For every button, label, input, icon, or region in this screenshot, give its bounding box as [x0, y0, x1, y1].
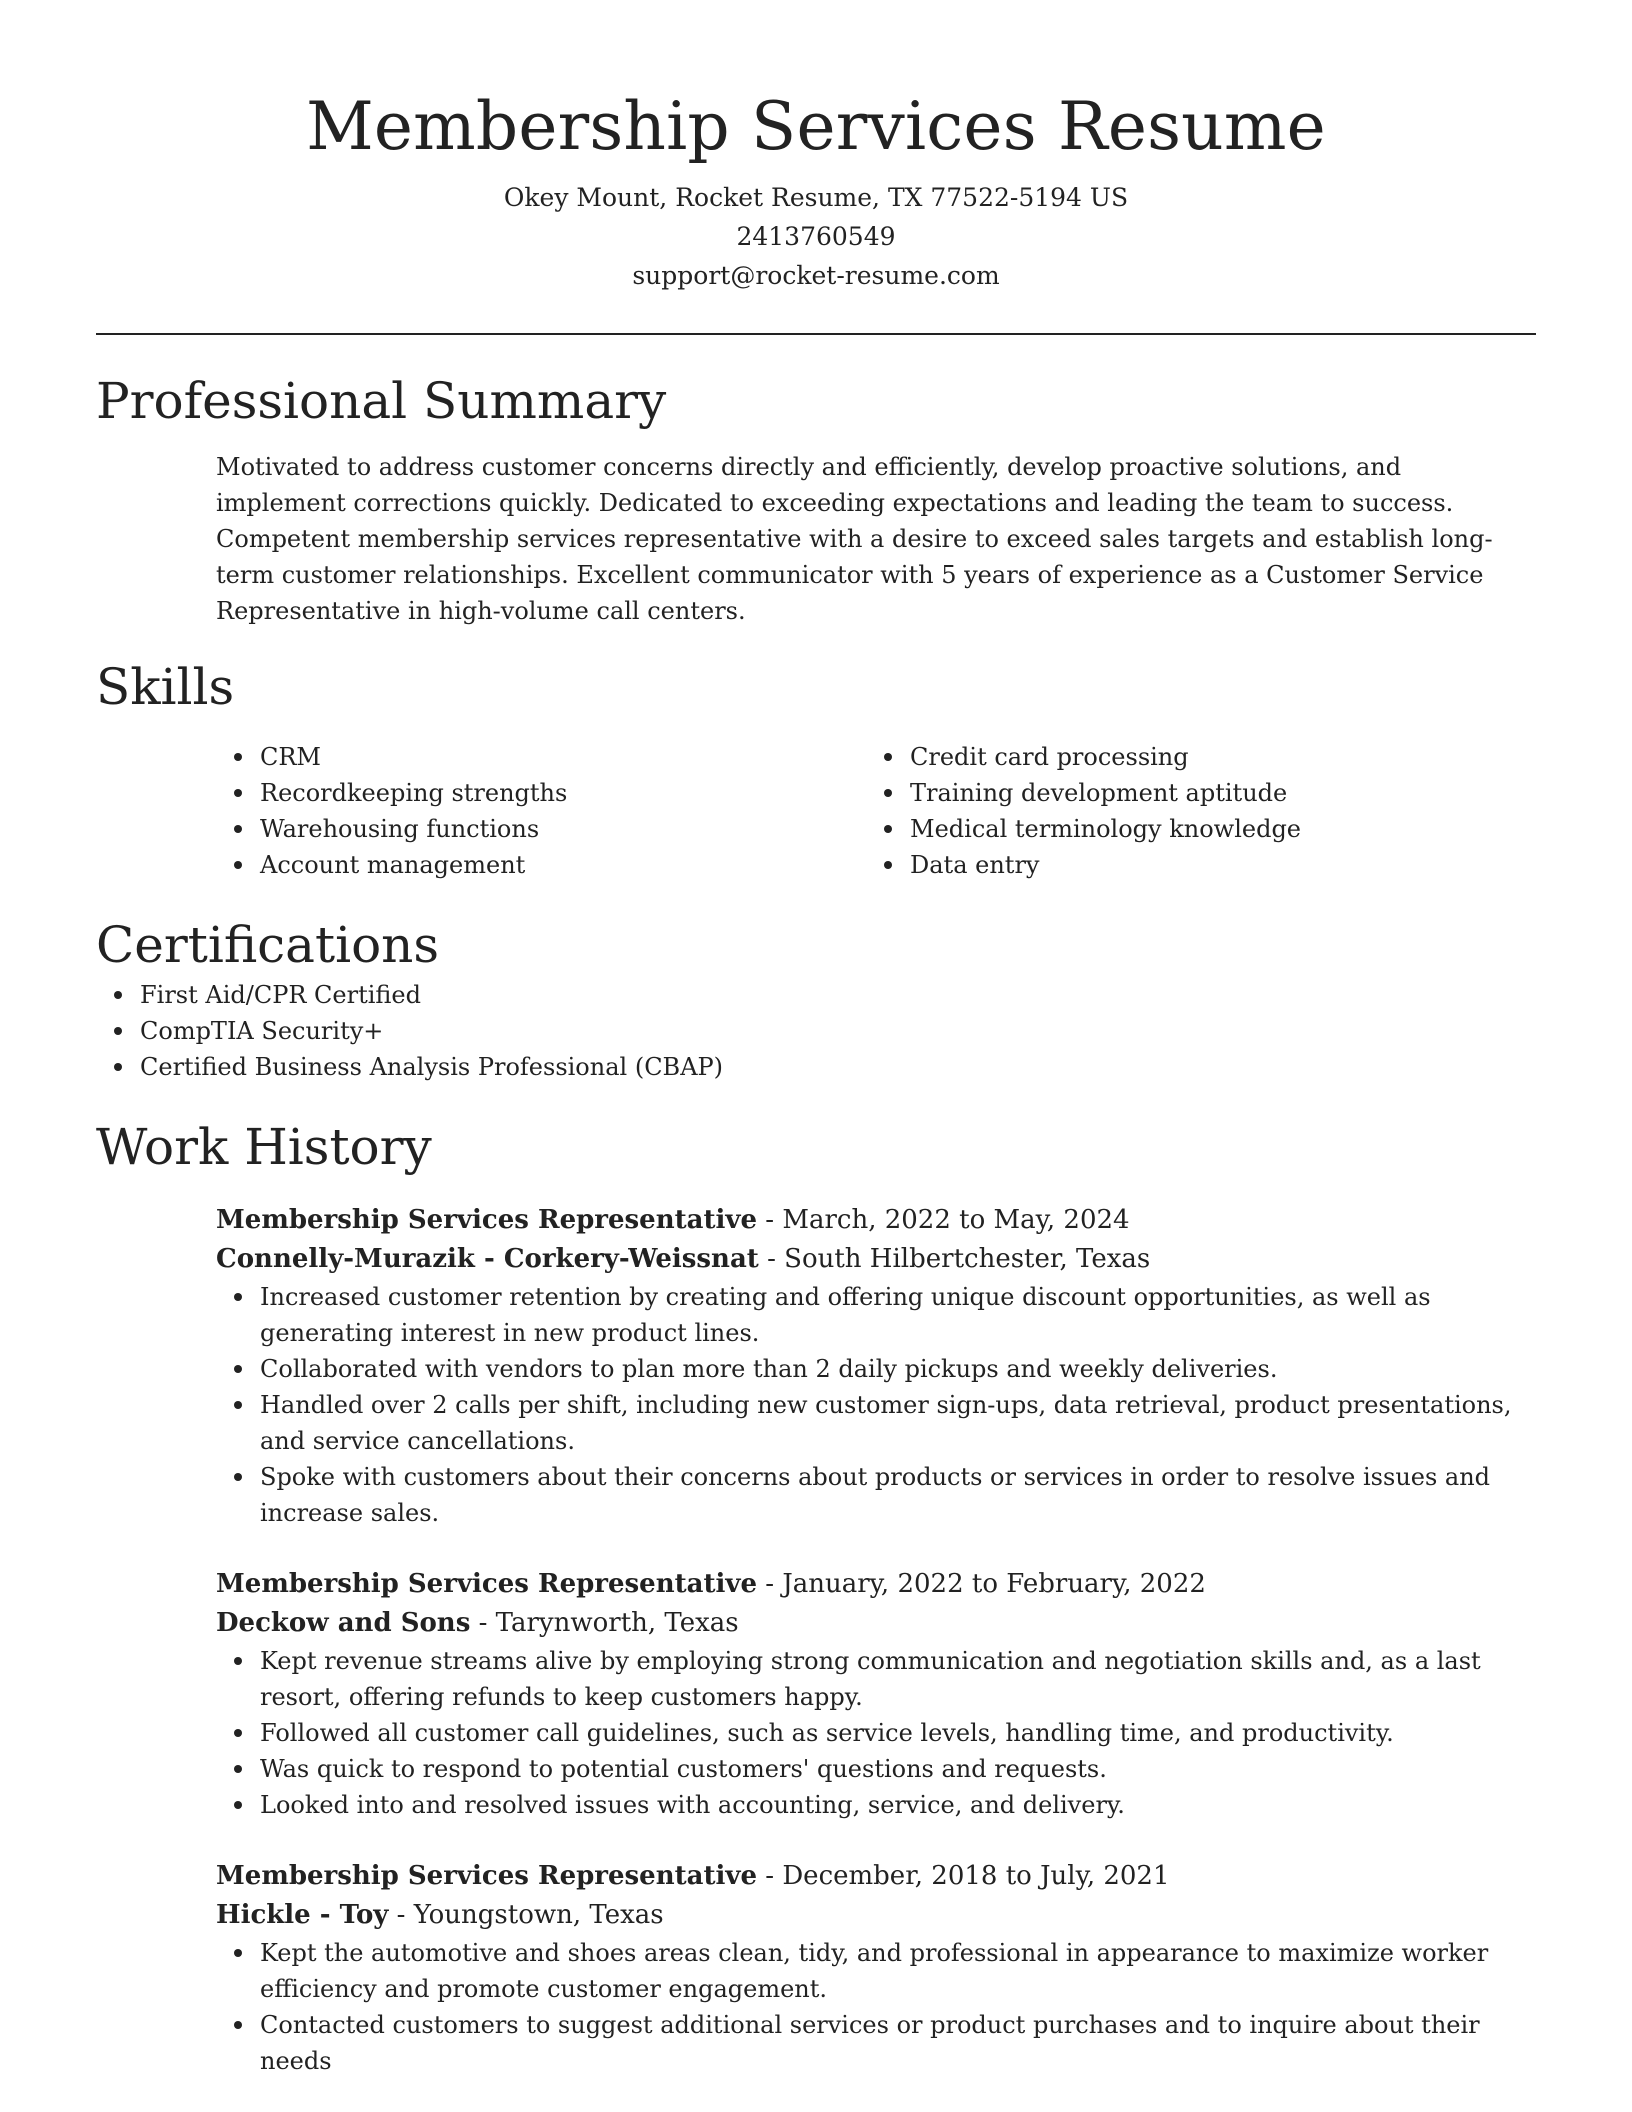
- job-dates: - January, 2022 to February, 2022: [757, 1569, 1206, 1599]
- job-company-line: [216, 1896, 1536, 1935]
- contact-phone: 2413760549: [736, 222, 896, 251]
- skill-item: Data entry: [910, 847, 1516, 883]
- skills-heading: Skills: [96, 658, 235, 716]
- skills-grid: [216, 739, 1536, 883]
- job-title-line: [216, 1201, 1536, 1240]
- job-location: - Youngstown, Texas: [388, 1900, 664, 1930]
- job-bullet: Looked into and resolved issues with accounting, service, and delivery.: [260, 1787, 1536, 1823]
- header-divider: [96, 333, 1536, 335]
- job-company: Connelly-Murazik - Corkery-Weissnat: [216, 1244, 759, 1274]
- job-bullets: [216, 1279, 1536, 1531]
- job-bullet: Collaborated with vendors to plan more than 2 daily pickups and weekly deliveries.: [260, 1351, 1536, 1387]
- job-location: - Tarynworth, Texas: [470, 1608, 739, 1638]
- job-company-line: [216, 1604, 1536, 1643]
- job-bullet: Spoke with customers about their concerns about products or services in order to resolve issues and increase sales.: [260, 1459, 1536, 1531]
- job-title: Membership Services Representative: [216, 1861, 758, 1891]
- resume-title: Membership Services Resume: [306, 88, 1326, 165]
- skill-item: Medical terminology knowledge: [910, 811, 1516, 847]
- certifications-list: [96, 977, 1536, 1085]
- job-title-line: [216, 1857, 1536, 1896]
- skill-item: Credit card processing: [910, 739, 1516, 775]
- summary-text: Motivated to address customer concerns directly and efficiently, develop proactive solutions, and implement corrections quickly. Dedicated to exceeding expectations and leading the team to success. Competent membership services representative with a desire to exceed sales targets and establish long-term customer relationships. Excellent communicator with 5 years of experience as a Customer Service Representative in high-volume call centers.: [216, 453, 1493, 625]
- resume-page: [96, 0, 1536, 2079]
- skill-item: Recordkeeping strengths: [260, 775, 866, 811]
- skills-list-left: [216, 739, 866, 883]
- job-title: Membership Services Representative: [216, 1205, 758, 1235]
- contact-address: Okey Mount, Rocket Resume, TX 77522-5194 US: [503, 183, 1129, 212]
- skills-section: [96, 655, 1536, 883]
- work-history-section: [96, 1115, 1536, 2079]
- summary-heading: Professional Summary: [96, 372, 667, 430]
- job-bullet: Kept revenue streams alive by employing strong communication and negotiation skills and, as a last resort, offering refunds to keep customers happy.: [260, 1643, 1536, 1715]
- job-company: Hickle - Toy: [216, 1900, 389, 1930]
- skill-item: CRM: [260, 739, 866, 775]
- job-bullet: Increased customer retention by creating and offering unique discount opportunities, as well as generating interest in new product lines.: [260, 1279, 1536, 1351]
- job-bullet: Followed all customer call guidelines, such as service levels, handling time, and productivity.: [260, 1715, 1536, 1751]
- contact-email: support@rocket-resume.com: [632, 261, 1000, 290]
- job-dates: - March, 2022 to May, 2024: [757, 1205, 1130, 1235]
- job-bullet: Handled over 2 calls per shift, including new customer sign-ups, data retrieval, product presentations, and service cancellations.: [260, 1387, 1536, 1459]
- job-entry: [216, 1201, 1536, 1531]
- skill-item: Account management: [260, 847, 866, 883]
- job-bullet: Contacted customers to suggest additional services or product purchases and to inquire about their needs: [260, 2007, 1536, 2079]
- job-title: Membership Services Representative: [216, 1569, 758, 1599]
- skills-list-right: [866, 739, 1516, 883]
- job-company-line: [216, 1240, 1536, 1279]
- job-entry: [216, 1857, 1536, 2079]
- job-bullet: Kept the automotive and shoes areas clean, tidy, and professional in appearance to maximize worker efficiency and promote customer engagement.: [260, 1935, 1536, 2007]
- job-bullets: [216, 1935, 1536, 2079]
- skill-item: Training development aptitude: [910, 775, 1516, 811]
- job-dates: - December, 2018 to July, 2021: [757, 1861, 1170, 1891]
- certification-item: CompTIA Security+: [140, 1013, 1536, 1049]
- certification-item: First Aid/CPR Certified: [140, 977, 1536, 1013]
- job-location: - South Hilbertchester, Texas: [758, 1244, 1151, 1274]
- job-entry: [216, 1565, 1536, 1823]
- job-bullets: [216, 1643, 1536, 1823]
- resume-header: [96, 0, 1536, 295]
- work-history-heading: Work History: [96, 1118, 432, 1176]
- certifications-heading: Certifications: [96, 916, 440, 974]
- skills-column-left: [216, 739, 866, 883]
- job-company: Deckow and Sons: [216, 1608, 471, 1638]
- skill-item: Warehousing functions: [260, 811, 866, 847]
- certifications-section: [96, 913, 1536, 1085]
- certification-item: Certified Business Analysis Professional (CBAP): [140, 1049, 1536, 1085]
- job-title-line: [216, 1565, 1536, 1604]
- professional-summary-section: [96, 369, 1536, 629]
- job-bullet: Was quick to respond to potential customers' questions and requests.: [260, 1751, 1536, 1787]
- skills-column-right: [866, 739, 1516, 883]
